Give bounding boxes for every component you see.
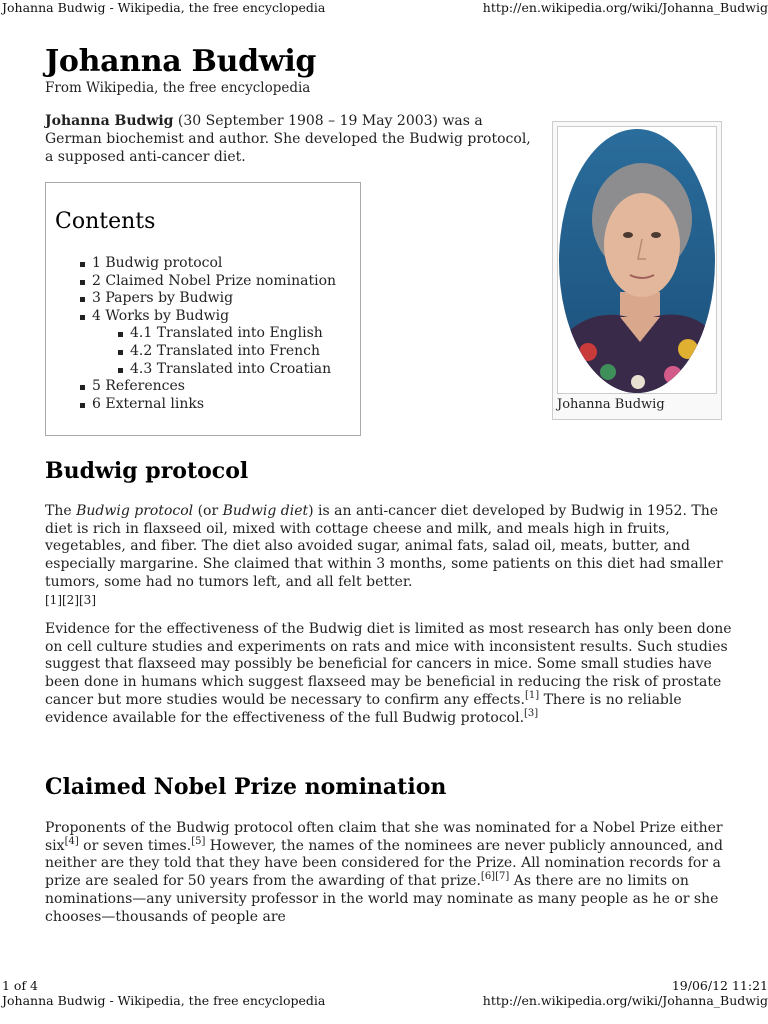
section-heading-nobel: Claimed Nobel Prize nomination [45,774,447,800]
protocol-paragraph-1: The Budwig protocol (or Budwig diet) is an anti-cancer diet developed by Budwig in 1952. The diet is rich in flaxseed oil, mixed with cottage cheese and milk, and meals high in fruits, vegetables, and fiber. The diet also avoided sugar, animal fats, salad oil, meats, butter, and especially margarine. She claimed that within 3 months, some patients on this diet had smaller tumors, some had no tumors left, and all felt better. [1][2][3] [45,503,723,607]
print-footer-title: Johanna Budwig - Wikipedia, the free encyclopedia [2,993,326,1008]
toc-list [80,255,360,413]
toc-item[interactable]: 1 Budwig protocol [80,255,360,273]
infobox-thumbnail [552,121,722,420]
page-number: 1 of 4 [2,978,39,993]
citation-link[interactable]: [1][2][3] [45,592,96,607]
intro-name: Johanna Budwig [45,113,174,129]
toc-subitem[interactable]: 4.2 Translated into French [80,343,360,361]
portrait-illustration [558,127,716,393]
table-of-contents [45,182,361,436]
toc-item[interactable]: 6 External links [80,396,360,414]
citation-link[interactable]: [6][7] [480,871,510,883]
print-datetime: 19/06/12 11:21 [671,978,768,993]
nobel-paragraph: Proponents of the Budwig protocol often claim that she was nominated for a Nobel Prize either six[4] or seven times.[5] However, the names of the nominees are never publicly announced, and neither are they told that they have been considered for the Prize. All nomination records for a prize are sealed for 50 years from the awarding of that prize.[6][7] As there are no limits on nominations—any university professor in the world may nominate as many people as he or she chooses—thousands of people are [45,820,723,925]
toc-subitem[interactable]: 4.1 Translated into English [80,325,360,343]
citation-link[interactable]: [5] [191,835,206,847]
portrait-image[interactable] [557,126,717,394]
protocol-paragraph-2: Evidence for the effectiveness of the Budwig diet is limited as most research has only been done on cell culture studies and experiments on rats and mice with inconsistent results. Such studies suggest that flaxseed may possibly be beneficial for cancers in mice. Some small studies have been done in humans which suggest flaxseed may be beneficial in reducing the risk of prostate cancer but more studies would be necessary to confirm any effects.[1] There is no reliable evidence available for the effectiveness of the full Budwig protocol.[3] [45,621,732,726]
toc-title: Contents [55,209,156,234]
infobox-caption: Johanna Budwig [557,397,665,412]
intro-paragraph [45,112,535,166]
citation-link[interactable]: [1] [524,689,540,701]
section-heading-budwig-protocol: Budwig protocol [45,458,249,484]
print-footer-url[interactable]: http://en.wikipedia.org/wiki/Johanna_Budwig [482,993,768,1008]
print-header-url[interactable]: http://en.wikipedia.org/wiki/Johanna_Budwig [482,0,768,15]
print-header-title: Johanna Budwig - Wikipedia, the free encyclopedia [2,0,326,15]
toc-item[interactable]: 2 Claimed Nobel Prize nomination [80,273,360,291]
toc-item[interactable]: 4 Works by Budwig [80,308,360,326]
citation-link[interactable]: [3] [524,707,539,719]
toc-item[interactable]: 5 References [80,378,360,396]
toc-subitem[interactable]: 4.3 Translated into Croatian [80,361,360,379]
intro-text: (30 September 1908 – 19 May 2003) was a German biochemist and author. She developed the Budwig protocol, a supposed anti-cancer diet. [45,113,531,165]
page-title: Johanna Budwig [45,44,317,79]
toc-item[interactable]: 3 Papers by Budwig [80,290,360,308]
citation-link[interactable]: [4] [64,835,79,847]
page-subtitle: From Wikipedia, the free encyclopedia [45,80,311,96]
